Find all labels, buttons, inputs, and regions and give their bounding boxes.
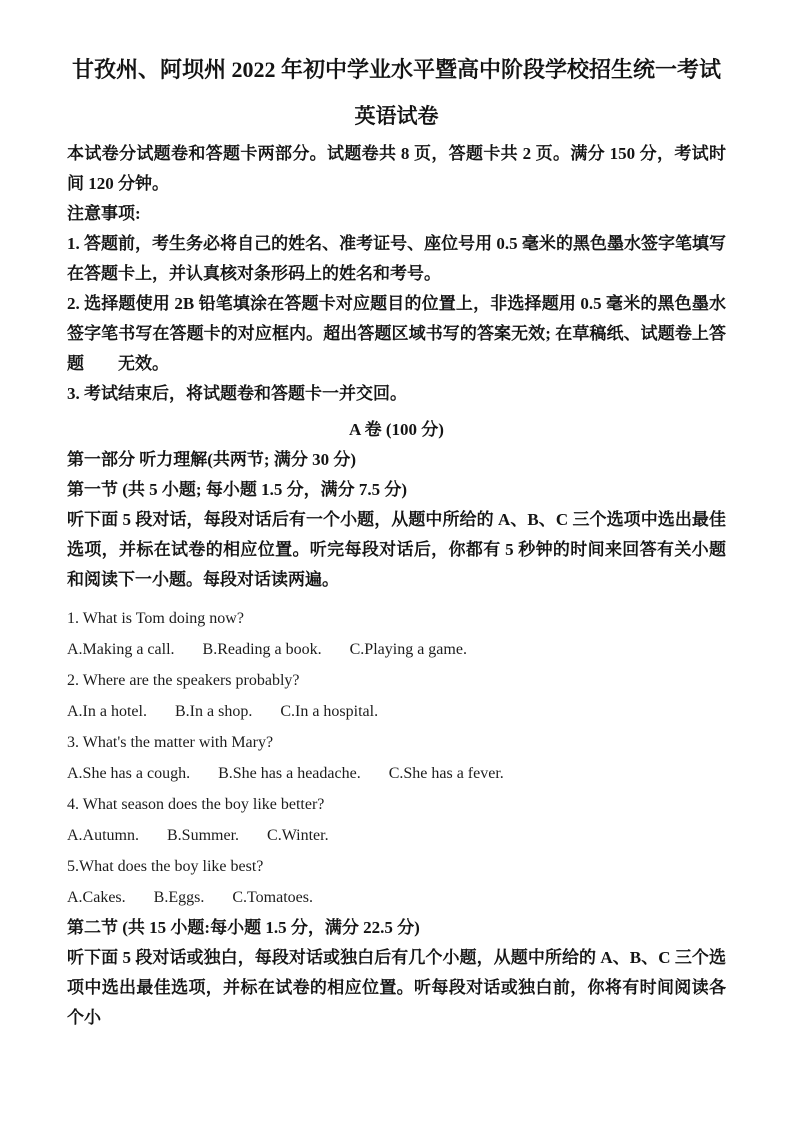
option-c: C.Tomatoes. <box>232 889 313 906</box>
option-b: B.She has a headache. <box>218 765 361 782</box>
question-block-4 <box>67 789 726 851</box>
question-options <box>67 634 726 665</box>
option-a: A.Making a call. <box>67 641 175 658</box>
listening-questions <box>67 603 726 913</box>
option-b: B.In a shop. <box>174 703 253 720</box>
question-options <box>67 758 726 789</box>
option-c: C.Playing a game. <box>349 641 467 658</box>
question-options <box>67 696 726 727</box>
option-a: A.She has a cough. <box>67 765 191 782</box>
option-c: C.In a hospital. <box>280 703 379 720</box>
section1-instructions: 听下面 5 段对话，每段对话后有一个小题，从题中所给的 A、B、C 三个选项中选出最佳选项，并标在试卷的相应位置。听完每段对话后，你都有 5 秒钟的时间来回答有关小题和阅读下一小题。每段对话读两遍。 <box>67 510 726 589</box>
option-b: B.Summer. <box>167 827 240 844</box>
paper-intro: 本试卷分试题卷和答题卡两部分。试题卷共 8 页，答题卡共 2 页。满分 150 分，考试时间 120 分钟。 <box>67 144 726 193</box>
question-text: 4. What season does the boy like better? <box>67 796 325 813</box>
paper-subtitle: 英语试卷 <box>354 104 439 128</box>
question-text: 5.What does the boy like best? <box>67 858 264 875</box>
option-a: A.Cakes. <box>67 889 126 906</box>
option-a: A.Autumn. <box>67 827 139 844</box>
question-options <box>67 820 726 851</box>
option-b: B.Eggs. <box>153 889 205 906</box>
question-block-5 <box>67 851 726 913</box>
question-text: 3. What's the matter with Mary? <box>67 734 274 751</box>
listening-section2-heading: 第二节 (共 15 小题:每小题 1.5 分，满分 22.5 分) <box>67 918 420 937</box>
section2-instructions: 听下面 5 段对话或独白，每段对话或独白后有几个小题，从题中所给的 A、B、C 三个选项中选出最佳选项，并标在试卷的相应位置。听每段对话或独白前，你将有时间阅读各个小 <box>67 948 726 1027</box>
volume-a-heading: A 卷 (100 分) <box>349 420 444 439</box>
question-block-1 <box>67 603 726 665</box>
option-c: C.She has a fever. <box>388 765 504 782</box>
question-block-3 <box>67 727 726 789</box>
option-b: B.Reading a book. <box>202 641 322 658</box>
note-3: 3. 考试结束后，将试题卷和答题卡一并交回。 <box>67 384 407 403</box>
note-1: 1. 答题前，考生务必将自己的姓名、准考证号、座位号用 0.5 毫米的黑色墨水签字笔填写在答题卡上，并认真核对条形码上的姓名和考号。 <box>67 234 726 283</box>
paper-title: 甘孜州、阿坝州 2022 年初中学业水平暨高中阶段学校招生统一考试 <box>71 57 721 82</box>
option-c: C.Winter. <box>267 827 329 844</box>
question-text: 2. Where are the speakers probably? <box>67 672 300 689</box>
question-options <box>67 882 726 913</box>
note-2: 2. 选择题使用 2B 铅笔填涂在答题卡对应题目的位置上，非选择题用 0.5 毫米的黑色墨水签字笔书写在答题卡的对应框内。超出答题区域书写的答案无效; 在草稿纸、试题卷上答题 无效。 <box>67 294 726 373</box>
question-block-2 <box>67 665 726 727</box>
listening-section1-heading: 第一节 (共 5 小题; 每小题 1.5 分，满分 7.5 分) <box>67 480 407 499</box>
notes-heading: 注意事项: <box>67 204 141 223</box>
part1-heading: 第一部分 听力理解(共两节; 满分 30 分) <box>67 450 356 469</box>
question-text: 1. What is Tom doing now? <box>67 610 244 627</box>
option-a: A.In a hotel. <box>67 703 147 720</box>
